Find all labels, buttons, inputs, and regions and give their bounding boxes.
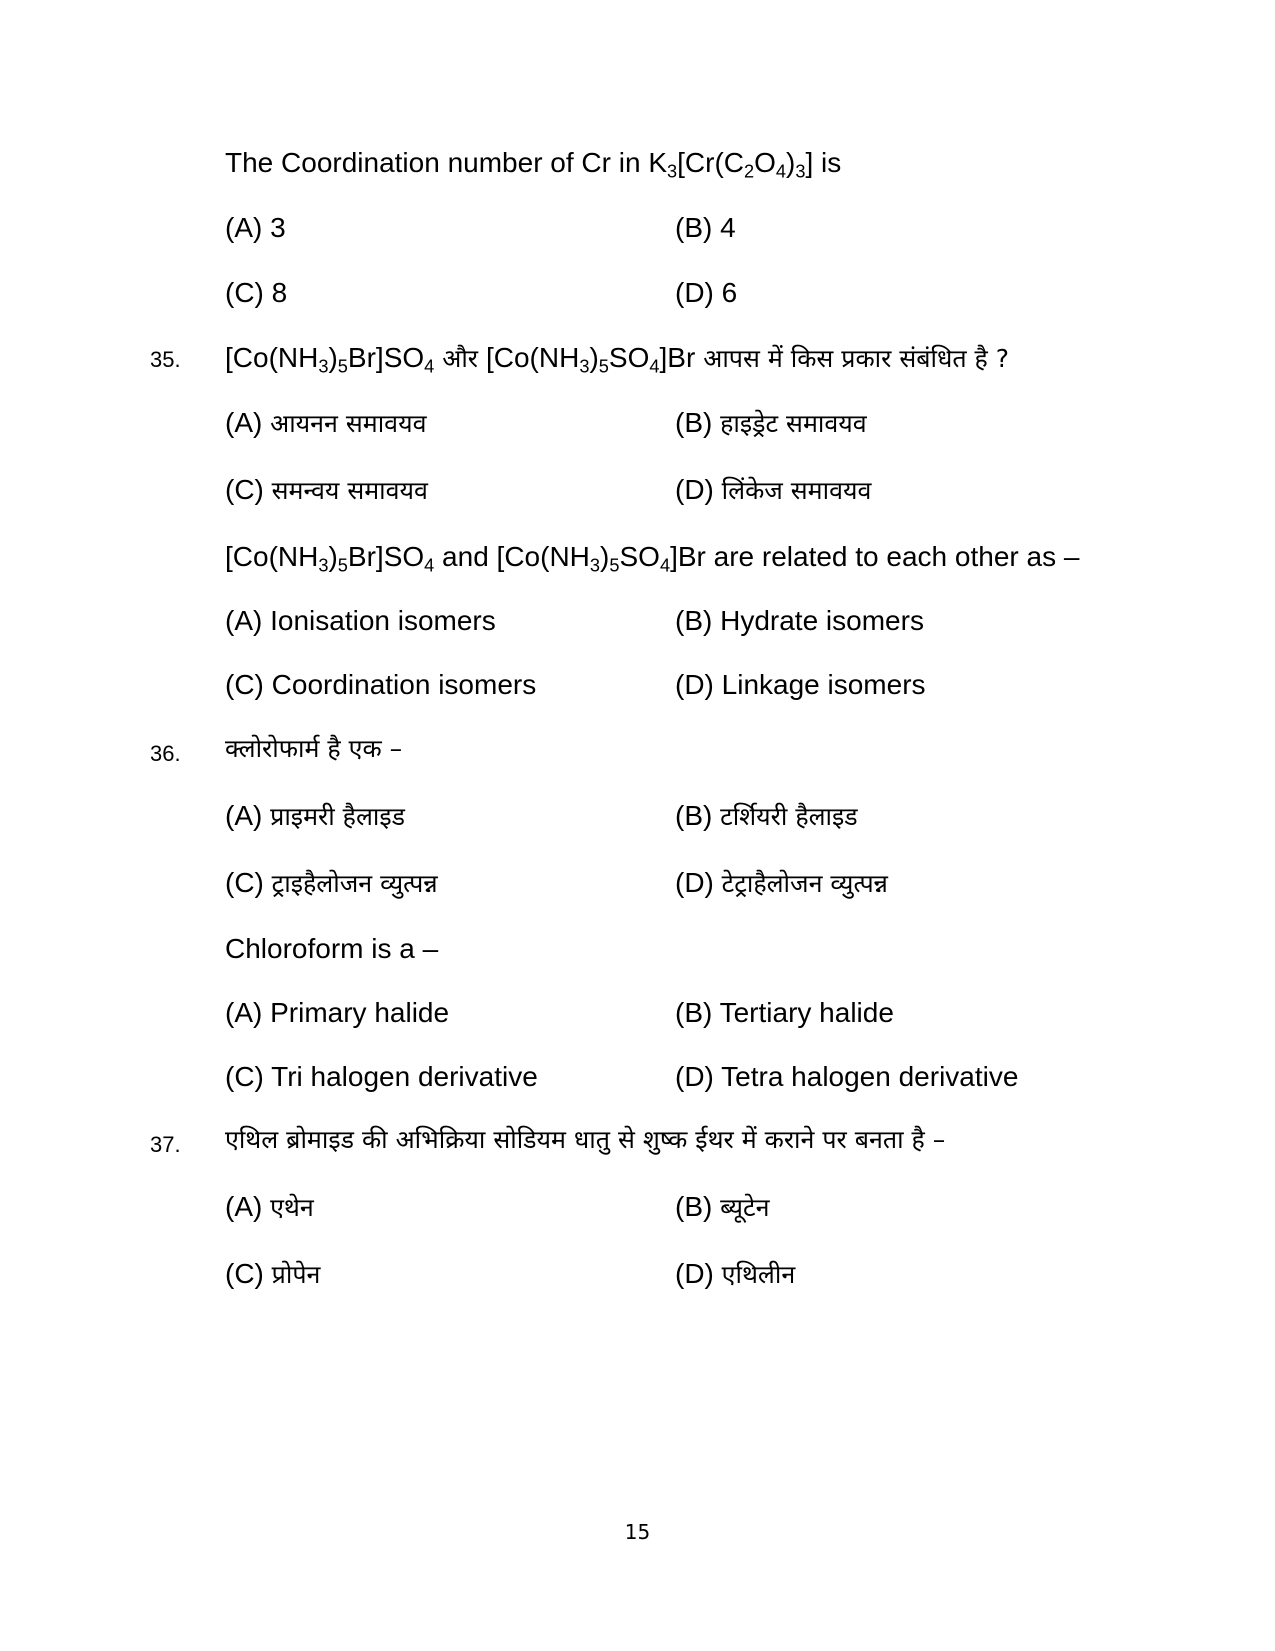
q37-hindi-option-b: (B) ब्यूटेन (675, 1191, 770, 1222)
q34-option-b: (B) 4 (675, 212, 736, 243)
q36-number: 36. (150, 741, 181, 766)
q35-hindi-option-d: (D) लिंकेज समावयव (675, 474, 872, 505)
q37-hindi-option-a: (A) एथेन (225, 1191, 314, 1222)
q36-english-option-d: (D) Tetra halogen derivative (675, 1061, 1019, 1092)
page-number: 15 (624, 1520, 651, 1544)
q37-hindi-option-d: (D) एथिलीन (675, 1258, 796, 1289)
q37-number: 37. (150, 1132, 181, 1157)
q36-hindi-option-c: (C) ट्राइहैलोजन व्युत्पन्न (225, 867, 438, 898)
q35-english-stem: $[Co(NH_3)_5Br]SO_4$ and $[Co(NH_3)_5SO_4]Br$ are related to each other as – (225, 541, 1080, 576)
q35-english-option-a: (A) Ionisation isomers (225, 605, 496, 636)
q35-hindi-option-c: (C) समन्वय समावयव (225, 474, 428, 505)
q36-hindi-option-d: (D) टेट्राहैलोजन व्युत्पन्न (675, 867, 888, 898)
q35-english-option-d: (D) Linkage isomers (675, 669, 926, 700)
q36-hindi-stem: क्लोरोफार्म है एक – (225, 734, 403, 763)
q35-hindi-option-a: (A) आयनन समावयव (225, 407, 427, 438)
q36-english-option-b: (B) Tertiary halide (675, 997, 894, 1028)
q34-option-c: (C) 8 (225, 277, 288, 308)
q34-option-a: (A) 3 (225, 212, 286, 243)
q34-stem: The Coordination number of Cr in $K_3[Cr(C_2O_4)_3]$ is (225, 147, 842, 182)
q37-hindi-stem: एथिल ब्रोमाइड की अभिक्रिया सोडियम धातु से शुष्क ईथर में कराने पर बनता है – (225, 1125, 946, 1154)
q35-hindi-stem: $[Co(NH_3)_5Br]SO_4$ और $[Co(NH_3)_5SO_4]Br$ आपस में किस प्रकार संबंधित है ? (225, 342, 1010, 377)
q37-hindi-option-c: (C) प्रोपेन (225, 1258, 321, 1289)
q35-hindi-option-b: (B) हाइड्रेट समावयव (675, 407, 867, 438)
q34-option-d: (D) 6 (675, 277, 738, 308)
q35-english-option-c: (C) Coordination isomers (225, 669, 537, 700)
q36-english-option-a: (A) Primary halide (225, 997, 450, 1028)
q36-english-stem: Chloroform is a – (225, 933, 439, 964)
q35-english-option-b: (B) Hydrate isomers (675, 605, 924, 636)
q36-hindi-option-b: (B) टर्शियरी हैलाइड (675, 800, 858, 831)
q36-hindi-option-a: (A) प्राइमरी हैलाइड (225, 800, 406, 831)
q36-english-option-c: (C) Tri halogen derivative (225, 1061, 538, 1092)
q35-number: 35. (150, 347, 181, 372)
